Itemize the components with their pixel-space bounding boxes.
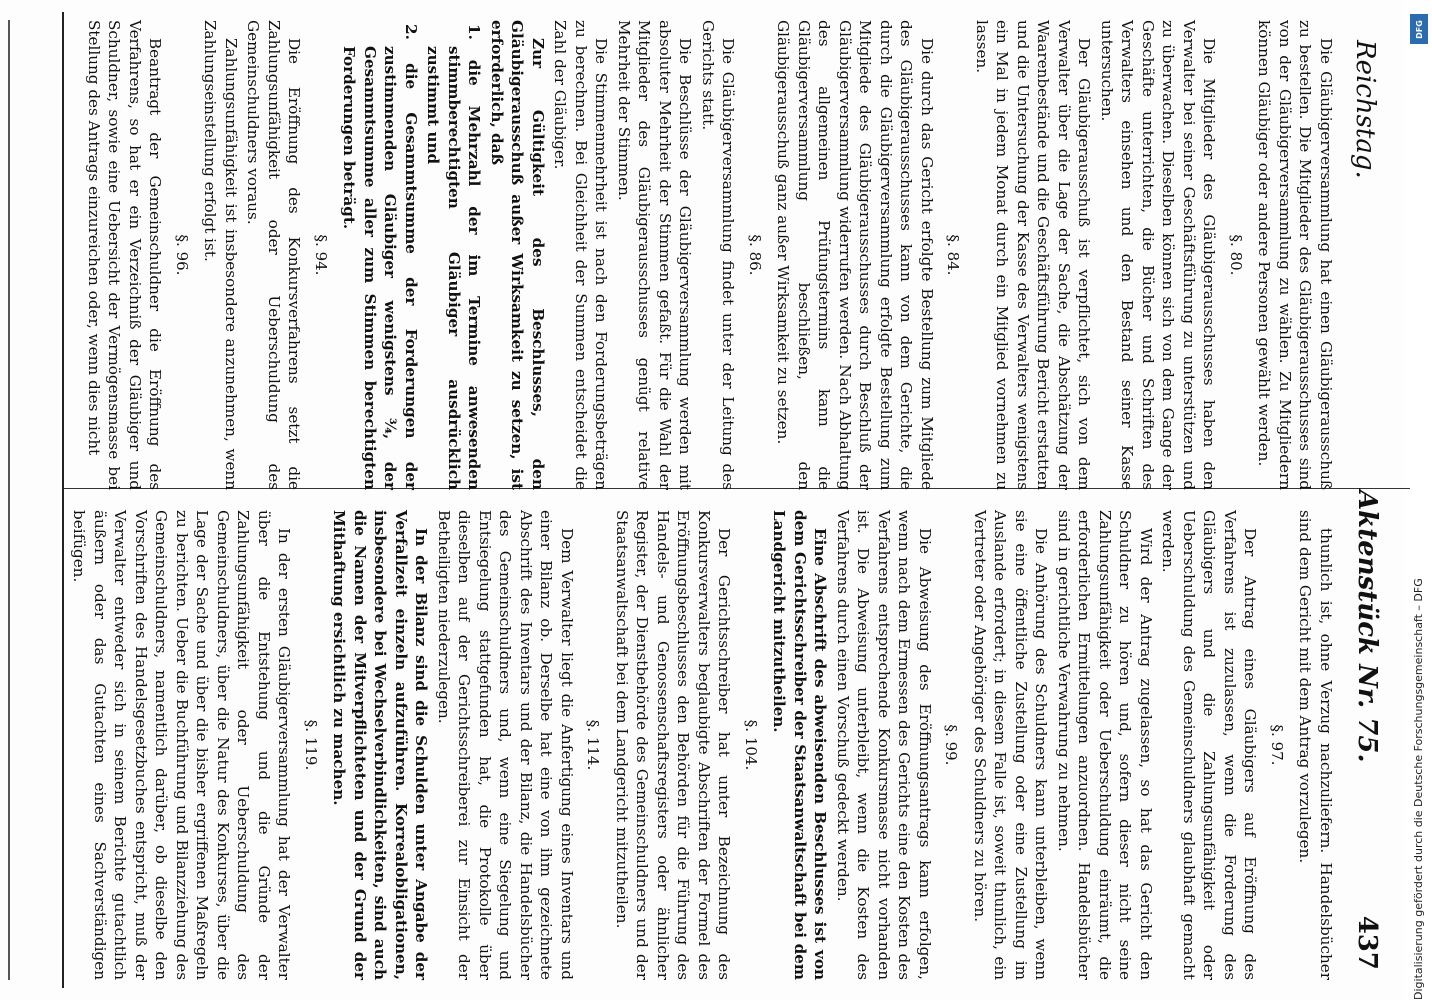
rotated-page-content: [66, 0, 1396, 1000]
paragraph: In der ersten Gläubigerversammlung hat der Verwalter über die Entstehung und die Gründe der Zahlungsunfähigkeit oder Ueberschuldung des Gemeinschuldners, über die Natur des Konkurses, über die Lage der Sache und über die bisher ergriffenen Maßregeln zu berichten. Ueber die Buchführung und Bilanzziehung des Gemeinschuldners, namentlich darüber, ob dieselbe den Vorschriften des Handelsgesetzbuches entspricht, muß der Verwalter entweder sich in seinem Berichte gutachtlich äußern oder das Gutachten eines Sachverständigen beifügen.: [70, 510, 294, 980]
section-heading: §. 94.: [312, 234, 330, 276]
header-rule: [62, 12, 64, 988]
left-column: [76, 20, 1336, 490]
section-heading: §. 84.: [944, 234, 963, 276]
section-heading: §. 114.: [584, 719, 603, 771]
paragraph: In der Bilanz sind die Schulden unter Angabe der Verfallzeit einzeln aufzuführen. Korrealobligationen, insbesondere bei Wechselverbindlichkeiten, sind auch die Namen der Mitverpflichteten und der Grund der Mithaftung ersichtlich zu machen.: [330, 510, 431, 980]
paragraph: Eine Abschrift des abweisenden Beschlusses ist von dem Gerichtsschreiber der Staatsanwaltschaft bei dem Landgericht mitzutheilen.: [770, 510, 830, 980]
digitization-note-text: Digitalisierung gefördert durch die Deutsche Forschungsgemeinschaft – DFG: [1412, 578, 1425, 1000]
section-heading: §. 86.: [746, 234, 764, 276]
header-left: Reichstag.: [1350, 40, 1380, 179]
paragraph: Zur Gültigkeit des Beschlusses, den Gläubigerausschuß außer Wirksamkeit zu setzen, ist erforderlich, daß: [488, 20, 547, 490]
dfg-logo: [1410, 14, 1428, 44]
paragraph: Die Abweisung des Eröffnungsantrags kann erfolgen, wenn nach dem Ermessen des Gerichts eine den Kosten des Verfahrens entsprechende Konkursmasse nicht vorhanden ist. Die Abweisung unterbleibt, wenn die Kosten des Verfahrens durch einen Vorschuß gedeckt werden.: [834, 510, 934, 980]
digitization-note: [1408, 170, 1430, 1000]
section-heading: §. 80.: [1227, 234, 1245, 276]
paragraph: Die Beschlüsse der Gläubigerversammlung werden mit absoluter Mehrheit der Stimmen gefaßt. Für die Wahl der Mitglieder des Gläubigerausschusses genügt relative Mehrheit der Stimmen.: [615, 20, 695, 490]
page-edge-line: [8, 20, 10, 980]
paragraph: Die Anhörung des Schuldners kann unterbleiben, wenn sie eine öffentliche Zustellung oder eine Zustellung im Auslande erfordert; in diesem Falle ist, soweit thunlich, ein Vertreter oder Angehöriger des Schuldners zu hören.: [971, 510, 1051, 980]
paragraph: thunlich ist, ohne Verzug nachzuliefern. Handelsbücher sind dem Gericht mit dem Antrag vorzulegen.: [1296, 510, 1335, 980]
right-column: [70, 510, 1336, 980]
section-heading: §. 99.: [942, 724, 961, 766]
list-item: 1. die Mehrzahl der im Termine anwesenden stimmberechtigten Gläubiger ausdrücklich zustimmt und: [424, 24, 484, 490]
page-number: 437: [1352, 915, 1382, 970]
paragraph: Wird der Antrag zugelassen, so hat das Gericht den Schuldner zu hören und, sofern dieser nicht seine Zahlungsunfähigkeit oder Ueberschuldung einräumt, die erforderlichen Ermittelungen anzuordnen. Handelsbücher sind in gerichtliche Verwahrung zu nehmen.: [1055, 510, 1155, 980]
paragraph: Der Antrag eines Gläubigers auf Eröffnung des Verfahrens ist zuzulassen, wenn die Forderung des Gläubigers und die Zahlungsunfähigkeit oder Ueberschuldung des Gemeinschuldners glaubhaft gemacht werden.: [1159, 510, 1260, 980]
section-heading: §. 119.: [302, 719, 320, 771]
paragraph: Der Gerichtsschreiber hat unter Bezeichnung des Konkursverwalters beglaubigte Abschriften der Formel des Eröffnungsbeschlusses den Behörden für die Führung des Handels- und Genossenschaftsregisters oder ähnlicher Register, der Dienstbehörde des Gemeinschuldners und der Staatsanwaltschaft bei dem Landgericht mitzutheilen.: [613, 510, 734, 980]
section-heading: §. 104.: [742, 719, 760, 771]
paragraph: Die Stimmenmehrheit ist nach den Forderungsbeträgen zu berechnen. Bei Gleichheit der Summen entscheidet die Zahl der Gläubiger.: [551, 20, 611, 490]
paragraph: Dem Verwalter liegt die Anfertigung eines Inventars und einer Bilanz ob. Derselbe hat eine von ihm gezeichnete Abschrift des Inventars und der Bilanz, die Handelsbücher des Gemeinschuldners und, wenn eine Siegelung und Entsiegelung stattgefunden hat, die Protokolle über dieselben auf der Gerichtsschreiberei zur Einsicht der Betheiligten niederzulegen.: [435, 510, 576, 980]
dfg-logo-text: DFG: [1414, 19, 1424, 39]
list-item: 2. die Gesammtsumme der Forderungen der zustimmenden Gläubiger wenigstens ¾, der Gesammtsumme aller zum Stimmen berechtigten Forderungen beträgt.: [340, 24, 420, 490]
paragraph: Die Gläubigerversammlung hat einen Gläubigerausschuß zu bestellen. Die Mitglieder des Gläubigerausschusses sind von der Gläubigerversammlung zu wählen. Zu Mitgliedern können Gläubiger oder andere Personen gewählt werden.: [1255, 20, 1335, 490]
paragraph: Die durch das Gericht erfolgte Bestellung zum Mitgliede des Gläubigerausschusses kann von dem Gerichte, die durch die Gläubigerversammlung erfolgte Bestellung zum Mitgliede des Gläubigerausschusses durch Beschluß der Gläubigerversammlung widerrufen werden. Nach Abhaltung des allgemeinen Prüfungstermins kann die Gläubigerversammlung beschließen, den Gläubigerausschuß ganz außer Wirksamkeit zu setzen.: [774, 20, 936, 490]
paragraph: Zahlungsunfähigkeit ist insbesondere anzunehmen, wenn Zahlungseinstellung erfolgt ist.: [201, 20, 240, 490]
header-document-number: Aktenstück Nr. 75.: [1352, 490, 1382, 763]
paragraph: Der Gläubigerausschuß ist verpflichtet, sich von dem Verwalter über die Lage der Sache, die Abschätzung der Waarenbestände und die Geschäftsführung Bericht erstatten und die Untersuchung der Kasse des Verwalters wenigstens ein Mal in jedem Monat durch ein Mitglied vornehmen zu lassen.: [973, 20, 1094, 490]
paragraph: Die Gläubigerversammlung findet unter der Leitung des Gerichts statt.: [699, 20, 738, 490]
paragraph: Die Mitglieder des Gläubigerausschusses haben den Verwalter bei seiner Geschäftsführung zu unterstützen und zu überwachen. Dieselben können sich von dem Gange der Geschäfte unterrichten, die Bücher und Schriften des Verwalters einsehen und den Bestand seiner Kasse untersuchen.: [1098, 20, 1219, 490]
section-heading: §. 96.: [173, 234, 191, 276]
page-header: [1340, 0, 1396, 1000]
paragraph: Beantragt der Gemeinschuldner die Eröffnung des Verfahrens, so hat er ein Verzeichniß der Gläubiger und Schuldner, sowie eine Uebersicht der Vermögensmasse bei Stellung des Antrags einzureichen oder, wenn dies nicht: [85, 20, 165, 490]
paragraph: Die Eröffnung des Konkursverfahrens setzt die Zahlungsunfähigkeit oder Ueberschuldung des Gemeinschuldners voraus.: [244, 20, 304, 490]
section-heading: §. 97.: [1268, 724, 1286, 766]
